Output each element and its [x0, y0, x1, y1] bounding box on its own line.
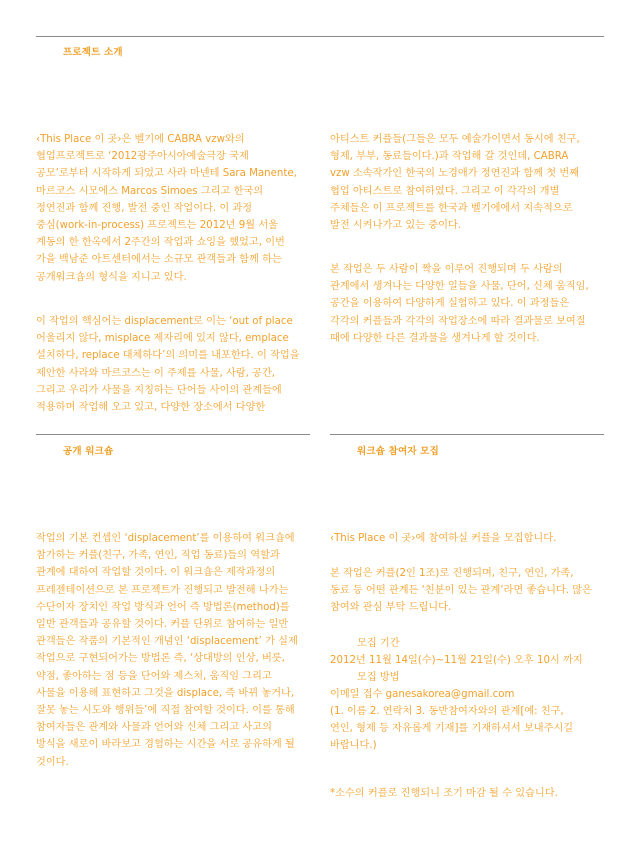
recruit-method-label: 모집 방법 [357, 672, 400, 683]
recruit-details: 본 작업은 커플(2인 1조)로 진행되며, 친구, 연인, 가족, 동료 등 어떤 관계든 ‘친분이 있는 관계’라면 좋습니다. 많은 참여와 관심 부탁 드립니다. [330, 568, 592, 614]
recruit-heading: 워크숍 참여자 모집 [357, 446, 440, 457]
recruit-method-note: (1. 이름 2. 연락처 3. 동반참여자와의 관계[예: 친구, 연인, 형제 등 자유롭게 기재]를 기재하셔서 보내주시길 바랍니다.) [330, 706, 574, 752]
recruit-notice: *소수의 커플로 진행되니 조기 마감 될 수 있습니다. [330, 788, 558, 799]
workshop-divider [36, 434, 310, 435]
recruit-divider [330, 434, 604, 435]
intro-left-paragraph-2: 이 작업의 핵심어는 displacement로 이는 ‘out of place 어울리지 않다, misplace 제자리에 있지 않다, emplace 설치하다, replace 대체하다’의 의미를 내포한다. 이 작업을 제안한 사라와 마르코스는 이 주제를 사물, 사람, 공간, 그리고 우리가 사물을 지칭하는 단어들 사이의 관계들에 적용하며 작업해 오고 있고, 다양한 장소에서 다양한 [36, 316, 300, 414]
workshop-heading: 공개 워크숍 [63, 446, 114, 457]
recruit-period-value: 2012년 11월 14일(수)~11월 21일(수) 오후 10시 까지 [330, 655, 583, 666]
top-divider [36, 36, 604, 37]
intro-right-paragraph-1: 아티스트 커플들(그들은 모두 예술가이면서 동시에 친구, 형제, 부부, 동료들이다.)과 작업해 갈 것인데, CABRA vzw 소속작가인 한국의 노경애가 정연진과 함께 첫 번째 협업 아티스트로 참여하였다. 그리고 이 각각의 개별 주체들은 이 프로젝트를 한국과 벨기에에서 지속적으로 발전 시켜나가고 있는 중이다. [330, 134, 580, 232]
recruit-period-label: 모집 기간 [357, 638, 400, 649]
workshop-body: 작업의 기본 컨셉인 ‘displacement’를 이용하여 워크숍에 참가하는 커플(친구, 가족, 연인, 직업 동료)들의 역할과 관계에 대하여 작업할 것이다. 이 워크숍은 제작과정의 프레젠테이션으로 본 프로젝트가 진행되고 발전해 나가는 수단이자 장치인 작업 방식과 언어 즉 방법론(method)를 일반 관객들과 공유할 것이다. 커플 단위로 참여하는 일반 관객들은 작품의 기본적인 개념인 ‘displacement’ 가 실제 작업으로 구현되어가는 방법론 즉, ‘상대방의 인상, 버릇, 약점, 좋아하는 점 등을 단어와 제스처, 움직임 그리고 사물을 이용해 표현하고 그것을 displace, 즉 바뀌 놓거나, 잘못 놓는 시도와 행위들’에 직접 참여할 것이다. 이를 통해 참여자들은 관계와 사물과 언어와 신체 그리고 사고의 방식을 새로이 바라보고 경험하는 시간을 서로 공유하게 될 것이다. [36, 533, 298, 768]
intro-left-paragraph-1: ‹This Place 이 곳›은 벨기에 CABRA vzw와의 협업프로젝트로 ‘2012광주아시아예술극장 국제 공모’로부터 시작하게 되었고 사라 마넨테 Sara Manente, 마르코스 시모에스 Marcos Simoes 그리고 한국의 정연진과 함께 진행, 발전 중인 작업이다. 이 과정 중심(work-in-process) 프로젝트는 2012년 9월 서울 계동의 한 한옥에서 2주간의 작업과 쇼잉을 했었고, 이번 가을 백남준 아트센터에서는 소규모 관객들과 함께 하는 공개워크숍의 형식을 지니고 있다. [36, 134, 297, 283]
intro-right-paragraph-2: 본 작업은 두 사람이 짝을 이루어 진행되며 두 사람의 관계에서 생겨나는 다양한 일들을 사물, 단어, 신체 움직임, 공간을 이용하여 다양하게 실험하고 있다. 이 과정들은 각각의 커플들과 각각의 작업장소에 따라 결과물로 보여질 때에 다양한 다른 결과물을 생겨나게 할 것이다. [330, 264, 589, 344]
recruit-intro: ‹This Place 이 곳›에 참여하실 커플을 모집합니다. [330, 533, 557, 544]
intro-heading: 프로젝트 소개 [63, 47, 123, 58]
recruit-method-value: 이메일 접수 ganesakorea@gmail.com [330, 689, 515, 700]
